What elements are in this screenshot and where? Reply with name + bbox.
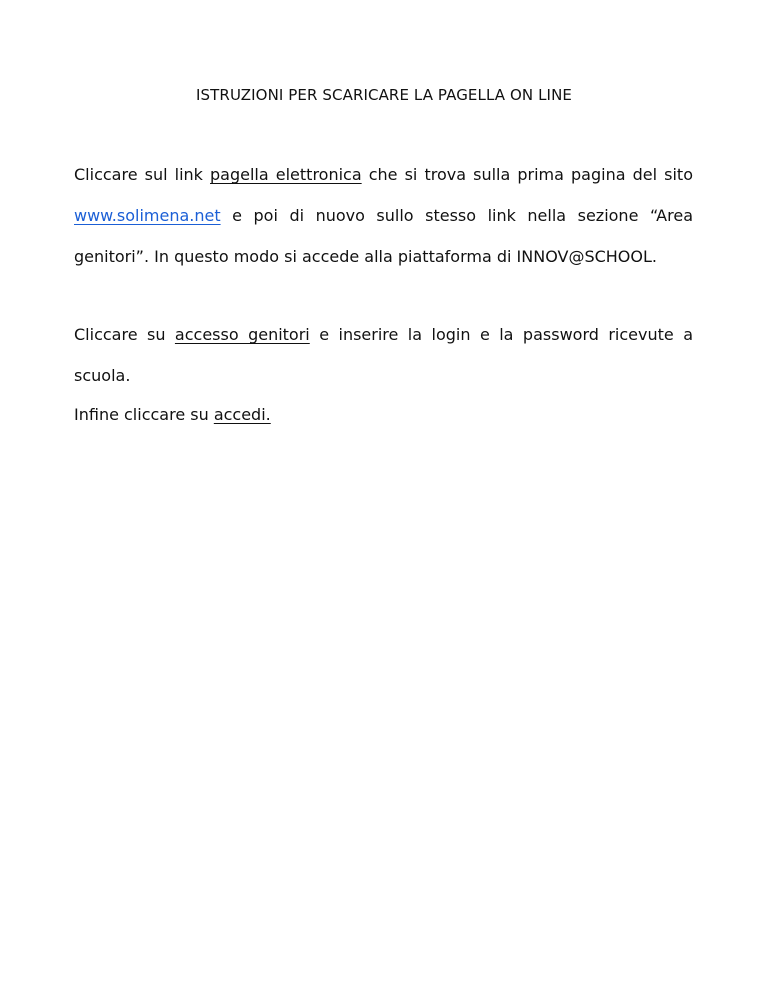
page-title: ISTRUZIONI PER SCARICARE LA PAGELLA ON LINE [196,86,572,104]
paragraph-1-text-a: Cliccare sul link [74,165,211,184]
paragraph-3-text-a: Infine cliccare su [74,405,214,424]
paragraph-instructions-2 [74,314,693,396]
paragraph-2-text-a: Cliccare su [74,325,175,344]
paragraph-instructions-1 [74,154,693,277]
solimena-site-link[interactable]: www.solimena.net [74,206,221,225]
paragraph-1-text-c: e poi di nuovo sullo stesso link nella sezione “Area genitori”. In questo modo si accede alla piattaforma di INNOV@SCHOOL. [74,206,693,266]
paragraph-instructions-3 [74,394,693,435]
paragraph-1-text-b: che si trova sulla prima pagina del sito [361,165,693,184]
accesso-genitori-link[interactable]: accesso genitori [174,325,310,344]
pagella-elettronica-link[interactable]: pagella elettronica [210,165,362,184]
paragraph-2-text-b: e inserire la login e la password ricevute a scuola. [74,325,693,385]
accedi-link[interactable]: accedi. [213,405,271,424]
